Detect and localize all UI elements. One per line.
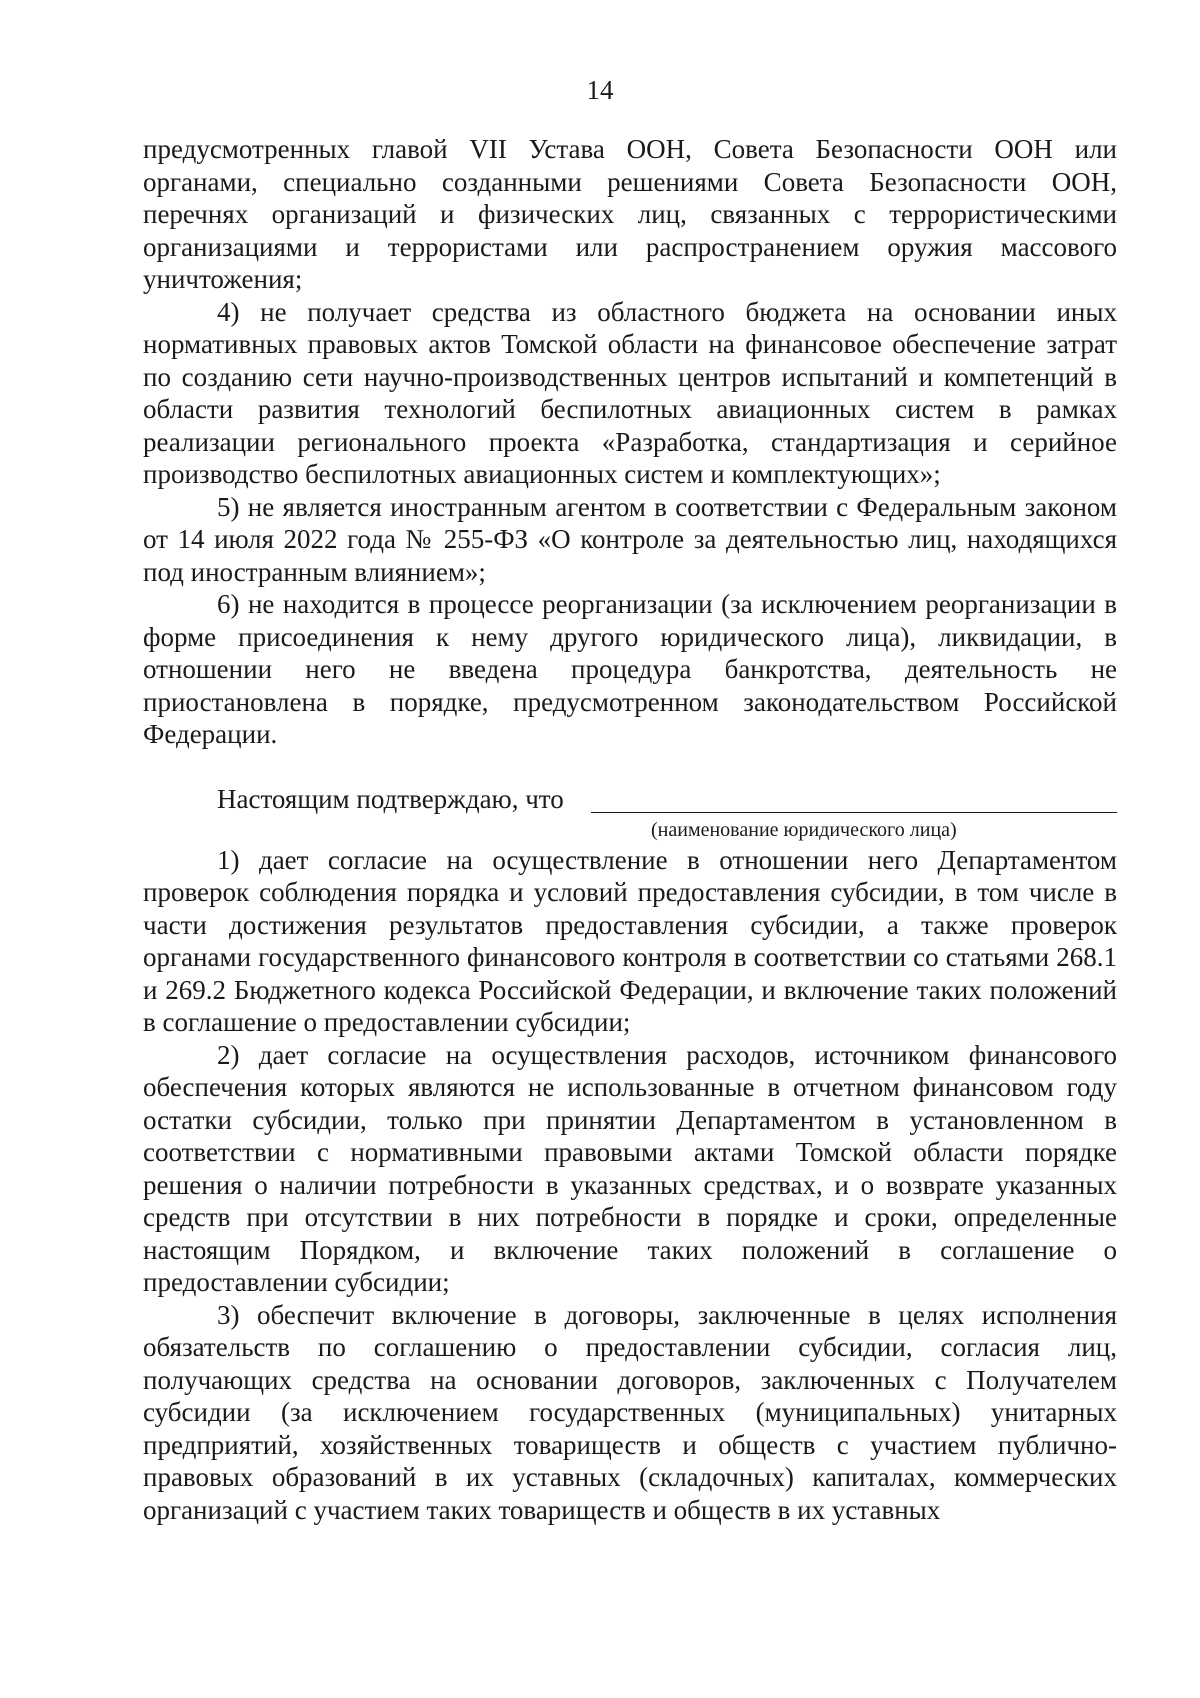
document-body (143, 133, 1117, 1526)
paragraph-gap (143, 751, 1117, 783)
paragraph-item-5: 5) не является иностранным агентом в соответствии с Федеральным законом от 14 июля 2022 года № 255-ФЗ «О контроле за деятельностью лиц, находящихся под иностранным влиянием»; (143, 491, 1117, 587)
paragraph-continuation: предусмотренных главой VII Устава ООН, Совета Безопасности ООН или органами, специально созданными решениями Совета Безопасности ООН, перечнях организаций и физических лиц, связанных с террористическими организациями и террористами или распространением оружия массового уничтожения; (143, 134, 1117, 294)
paragraph-consent-2: 2) дает согласие на осуществления расходов, источником финансового обеспечения которых являются не использованные в отчетном финансовом году остатки субсидии, только при принятии Департаментом в установленном в соответствии с нормативными правовыми актами Томской области порядке решения о наличии потребности в указанных средствах, и о возврате указанных средств при отсутствии в них потребности в порядке и сроки, определенные настоящим Порядком, и включение таких положений в соглашение о предоставлении субсидии; (143, 1039, 1117, 1297)
paragraph-consent-3: 3) обеспечит включение в договоры, заключенные в целях исполнения обязательств по соглашению о предоставлении субсидии, согласия лиц, получающих средства на основании договоров, заключенных с Получателем субсидии (за исключением государственных (муниципальных) унитарных предприятий, хозяйственных товариществ и обществ с участием публично-правовых образований в их уставных (складочных) капиталах, коммерческих организаций с участием таких товариществ и обществ в их уставных (143, 1299, 1117, 1525)
caption-row (143, 816, 1117, 844)
legal-entity-caption: (наименование юридического лица) (651, 818, 957, 841)
paragraph-item-6: 6) не находится в процессе реорганизации (за исключением реорганизации в форме присоединения к нему другого юридического лица), ликвидации, в отношении него не введена процедура банкротства, деятельность не приостановлена в порядке, предусмотренном законодательством Российской Федерации. (143, 589, 1117, 749)
page-number: 14 (586, 75, 614, 105)
paragraph-item-4: 4) не получает средства из областного бюджета на основании иных нормативных правовых актов Томской области на финансовое обеспечение затрат по созданию сети научно-производственных центров испытаний и компетенций в области развития технологий беспилотных авиационных систем в рамках реализации регионального проекта «Разработка, стандартизация и серийное производство беспилотных авиационных систем и комплектующих»; (143, 296, 1117, 489)
confirmation-lead: Настоящим подтверждаю, что (217, 783, 564, 814)
legal-entity-blank[interactable] (591, 812, 1117, 813)
paragraph-consent-1: 1) дает согласие на осуществление в отношении него Департаментом проверок соблюдения порядка и условий предоставления субсидии, в том числе в части достижения результатов предоставления субсидии, а также проверок органами государственного финансового контроля в соответствии со статьями 268.1 и 269.2 Бюджетного кодекса Российской Федерации, и включение таких положений в соглашение о предоставлении субсидии; (143, 844, 1117, 1037)
confirmation-line (217, 783, 1117, 816)
